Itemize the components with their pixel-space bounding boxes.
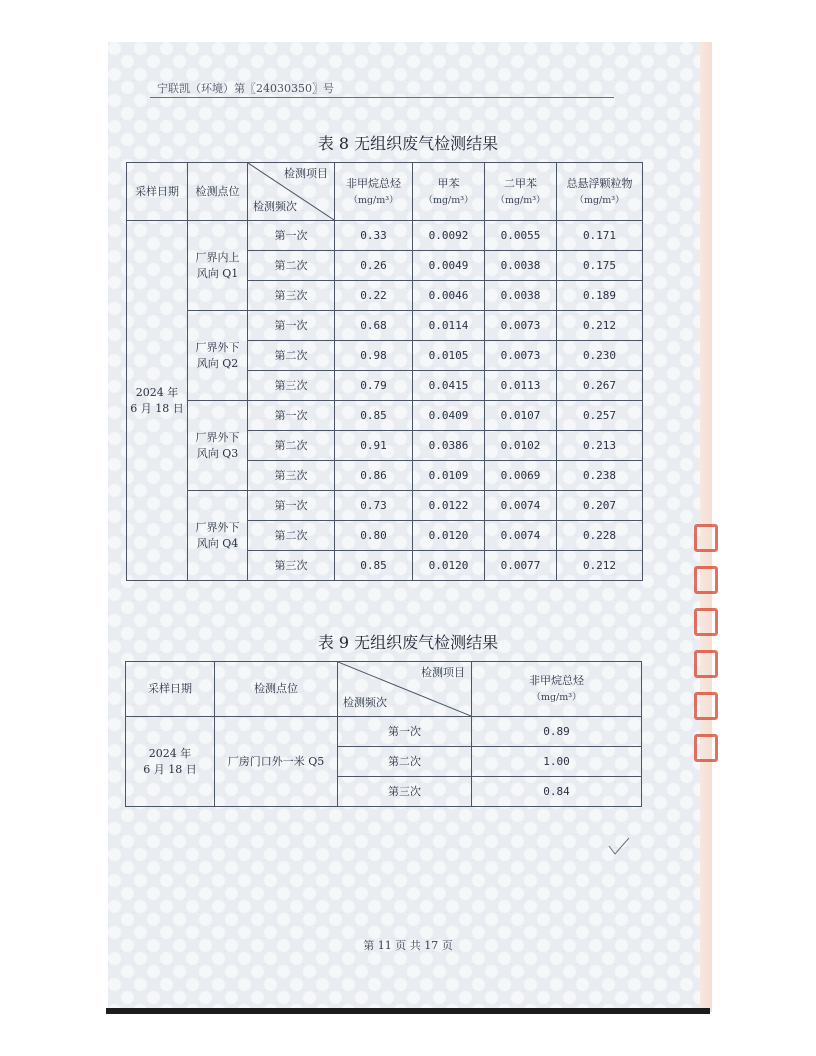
value-cell: 0.0073 [485, 341, 557, 371]
page-footer: 第 11 页 共 17 页 [363, 939, 453, 952]
value-cell: 0.80 [335, 521, 413, 551]
value-cell: 0.22 [335, 281, 413, 311]
header-col2: 甲苯 （mg/m³） [413, 163, 485, 221]
value-cell: 0.0077 [485, 551, 557, 581]
table9-title: 表 9 无组织废气检测结果 [317, 633, 499, 652]
t9-header-date: 采样日期 [126, 662, 215, 717]
value-cell: 0.0055 [485, 221, 557, 251]
seal-stamp-edge [690, 510, 716, 810]
value-cell: 0.98 [335, 341, 413, 371]
value-cell: 0.230 [557, 341, 643, 371]
value-cell: 0.33 [335, 221, 413, 251]
value-cell: 0.86 [335, 461, 413, 491]
header-item-freq [248, 163, 335, 221]
value-cell: 0.68 [335, 311, 413, 341]
value-cell: 0.207 [557, 491, 643, 521]
t9-header-item: 检测项目 [421, 666, 465, 679]
value-cell: 0.0113 [485, 371, 557, 401]
table-row [127, 401, 643, 431]
value-cell: 0.175 [557, 251, 643, 281]
frequency-cell: 第二次 [248, 341, 335, 371]
monitoring-point: 厂界外下 风向 Q2 [188, 311, 248, 401]
value-cell: 0.267 [557, 371, 643, 401]
frequency-cell: 第二次 [248, 431, 335, 461]
value-cell: 0.0107 [485, 401, 557, 431]
header-date: 采样日期 [127, 163, 188, 221]
frequency-cell: 第三次 [338, 777, 472, 807]
frequency-cell: 第一次 [248, 221, 335, 251]
value-cell: 0.0105 [413, 341, 485, 371]
t9-sampling-date: 2024 年 6 月 18 日 [126, 717, 215, 807]
t9-monitoring-point: 厂房门口外一米 Q5 [215, 717, 338, 807]
value-cell: 0.213 [557, 431, 643, 461]
value-cell: 0.0386 [413, 431, 485, 461]
page-bottom-edge [106, 1008, 710, 1014]
header-item: 检测项目 [284, 167, 328, 180]
value-cell: 0.212 [557, 551, 643, 581]
value-cell: 0.212 [557, 311, 643, 341]
value-cell: 0.73 [335, 491, 413, 521]
frequency-cell: 第一次 [248, 491, 335, 521]
sampling-date: 2024 年 6 月 18 日 [127, 221, 188, 581]
check-mark-icon [607, 836, 631, 856]
value-cell: 0.0120 [413, 521, 485, 551]
t9-header-freq: 检测频次 [343, 696, 387, 710]
table-row [127, 221, 643, 251]
frequency-cell: 第二次 [248, 251, 335, 281]
table-row [127, 311, 643, 341]
value-cell: 0.0038 [485, 281, 557, 311]
table-row [126, 717, 642, 747]
t9-header-col1: 非甲烷总烃 （mg/m³） [472, 662, 642, 717]
t9-header-point: 检测点位 [215, 662, 338, 717]
frequency-cell: 第一次 [338, 717, 472, 747]
header-col1: 非甲烷总烃 （mg/m³） [335, 163, 413, 221]
t9-header-item-freq [338, 662, 472, 717]
frequency-cell: 第二次 [338, 747, 472, 777]
value-cell: 0.171 [557, 221, 643, 251]
value-cell: 0.79 [335, 371, 413, 401]
header-point: 检测点位 [188, 163, 248, 221]
value-cell: 0.228 [557, 521, 643, 551]
value-cell: 0.189 [557, 281, 643, 311]
header-col3: 二甲苯 （mg/m³） [485, 163, 557, 221]
table8-header-row [127, 163, 643, 221]
frequency-cell: 第三次 [248, 281, 335, 311]
value-cell: 0.85 [335, 401, 413, 431]
value-cell: 0.0120 [413, 551, 485, 581]
frequency-cell: 第一次 [248, 401, 335, 431]
table8 [126, 162, 643, 581]
frequency-cell: 第三次 [248, 551, 335, 581]
value-cell: 0.91 [335, 431, 413, 461]
header-rule [150, 97, 614, 98]
table8-title: 表 8 无组织废气检测结果 [317, 134, 499, 153]
value-cell: 0.0409 [413, 401, 485, 431]
monitoring-point: 厂界内上 风向 Q1 [188, 221, 248, 311]
frequency-cell: 第一次 [248, 311, 335, 341]
value-cell: 0.0114 [413, 311, 485, 341]
monitoring-point: 厂界外下 风向 Q3 [188, 401, 248, 491]
value-cell: 0.0074 [485, 521, 557, 551]
value-cell: 0.0074 [485, 491, 557, 521]
monitoring-point: 厂界外下 风向 Q4 [188, 491, 248, 581]
value-cell: 0.26 [335, 251, 413, 281]
value-cell: 0.84 [472, 777, 642, 807]
value-cell: 0.0102 [485, 431, 557, 461]
table-row [127, 491, 643, 521]
value-cell: 0.0415 [413, 371, 485, 401]
table9 [125, 661, 642, 807]
value-cell: 0.85 [335, 551, 413, 581]
value-cell: 0.0069 [485, 461, 557, 491]
value-cell: 0.0092 [413, 221, 485, 251]
header-freq: 检测频次 [253, 200, 297, 214]
value-cell: 0.0049 [413, 251, 485, 281]
value-cell: 0.0122 [413, 491, 485, 521]
report-number: 宁联凯（环境）第〖24030350〗号 [157, 82, 334, 95]
value-cell: 0.257 [557, 401, 643, 431]
table9-header-row [126, 662, 642, 717]
value-cell: 0.238 [557, 461, 643, 491]
header-col4: 总悬浮颗粒物 （mg/m³） [557, 163, 643, 221]
value-cell: 0.0073 [485, 311, 557, 341]
value-cell: 0.0046 [413, 281, 485, 311]
frequency-cell: 第三次 [248, 461, 335, 491]
frequency-cell: 第二次 [248, 521, 335, 551]
frequency-cell: 第三次 [248, 371, 335, 401]
value-cell: 0.89 [472, 717, 642, 747]
value-cell: 0.0109 [413, 461, 485, 491]
value-cell: 1.00 [472, 747, 642, 777]
value-cell: 0.0038 [485, 251, 557, 281]
